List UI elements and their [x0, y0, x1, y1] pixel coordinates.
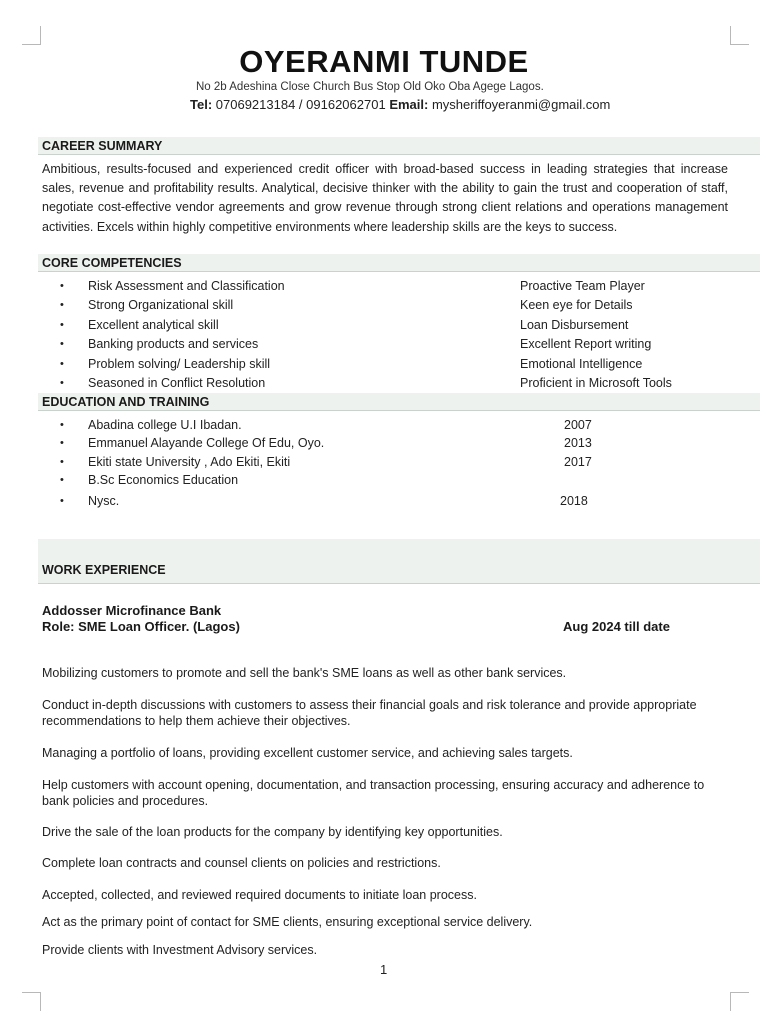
email-value: mysheriffoyeranmi@gmail.com — [431, 97, 611, 112]
education-year: 2018 — [560, 493, 588, 508]
company-name: Addosser Microfinance Bank — [42, 603, 222, 618]
competency-item: Emotional Intelligence — [520, 356, 643, 371]
education-list — [60, 416, 620, 510]
competency-item: Keen eye for Details — [520, 298, 633, 313]
education-year: 2013 — [564, 436, 592, 451]
competency-item: • Seasoned in Conflict Resolution — [60, 374, 285, 393]
email-label: Email: — [389, 97, 429, 112]
duty-item: Provide clients with Investment Advisory services. — [42, 943, 318, 957]
education-name: Nysc. — [88, 493, 120, 508]
job-date: Aug 2024 till date — [563, 619, 670, 634]
candidate-name: OYERANMI TUNDE — [239, 44, 529, 79]
crop-mark-top-left — [22, 26, 41, 45]
duty-item: Accepted, collected, and reviewed required documents to initiate loan process. — [42, 888, 477, 902]
education-year: 2017 — [564, 454, 592, 469]
education-item — [60, 453, 620, 471]
education-item — [60, 471, 620, 489]
competency-item: • Banking products and services — [60, 335, 285, 354]
education-heading: EDUCATION AND TRAINING — [38, 393, 760, 411]
competency-item: Proficient in Microsoft Tools — [520, 375, 672, 390]
career-summary-text: Ambitious, results-focused and experienced credit officer with broad-based success in leading strategies that increase sales, revenue and profitability results. Analytical, decisive thinker with the ability to gain the trust and cooperation of staff, negotiate cost-effective vendor agreements and grow revenue through strong client relations and operations management activities. Excels within highly competitive environments where leadership skills are the keys to success. — [42, 162, 728, 234]
education-name: Emmanuel Alayande College Of Edu, Oyo. — [88, 436, 325, 451]
competencies-left-list — [60, 277, 285, 393]
education-item — [60, 434, 620, 452]
competency-item: • Excellent analytical skill — [60, 316, 285, 335]
crop-mark-bottom-right — [730, 992, 749, 1011]
job-role: Role: SME Loan Officer. (Lagos) — [42, 619, 240, 634]
page-number: 1 — [380, 962, 388, 977]
tel-value: 07069213184 / 09162062701 — [215, 97, 386, 112]
crop-mark-top-right — [730, 26, 749, 45]
competencies-right-list — [520, 277, 672, 393]
tel-label: Tel: — [190, 97, 213, 112]
competency-item: Proactive Team Player — [520, 279, 645, 293]
education-item — [60, 416, 620, 434]
duty-item: Mobilizing customers to promote and sell the bank's SME loans as well as other bank services. — [42, 666, 567, 680]
work-experience-band — [38, 539, 760, 584]
competency-item: • Strong Organizational skill — [60, 296, 285, 315]
core-competencies-heading: CORE COMPETENCIES — [38, 254, 760, 272]
duty-item: Drive the sale of the loan products for the company by identifying key opportunities. — [42, 825, 503, 839]
duty-item: Managing a portfolio of loans, providing excellent customer service, and achieving sales targets. — [42, 746, 573, 760]
education-item — [60, 492, 620, 510]
career-summary-heading: CAREER SUMMARY — [38, 137, 760, 155]
education-year: 2007 — [564, 418, 592, 432]
education-name: B.Sc Economics Education — [88, 473, 239, 488]
duty-item: Complete loan contracts and counsel clients on policies and restrictions. — [42, 856, 441, 870]
address: No 2b Adeshina Close Church Bus Stop Old Oko Oba Agege Lagos. — [196, 81, 544, 93]
education-name: Ekiti state University , Ado Ekiti, Ekiti — [88, 454, 291, 469]
competency-item: • Risk Assessment and Classification — [60, 277, 285, 296]
duty-item: Act as the primary point of contact for SME clients, ensuring exceptional service delivery. — [42, 915, 533, 929]
competency-item: Loan Disbursement — [520, 317, 629, 332]
competency-item: • Problem solving/ Leadership skill — [60, 355, 285, 374]
competency-item: Excellent Report writing — [520, 337, 652, 352]
duty-item: Conduct in-depth discussions with customers to assess their financial goals and risk tolerance and provide appropriate recommendations to help them achieve their objectives. — [42, 698, 697, 728]
duty-item: Help customers with account opening, documentation, and transaction processing, ensuring accuracy and adherence to bank policies and procedures. — [42, 778, 705, 808]
contact-line — [190, 97, 610, 112]
work-experience-heading: WORK EXPERIENCE — [42, 563, 166, 577]
crop-mark-bottom-left — [22, 992, 41, 1011]
education-name: Abadina college U.I Ibadan. — [88, 418, 242, 432]
